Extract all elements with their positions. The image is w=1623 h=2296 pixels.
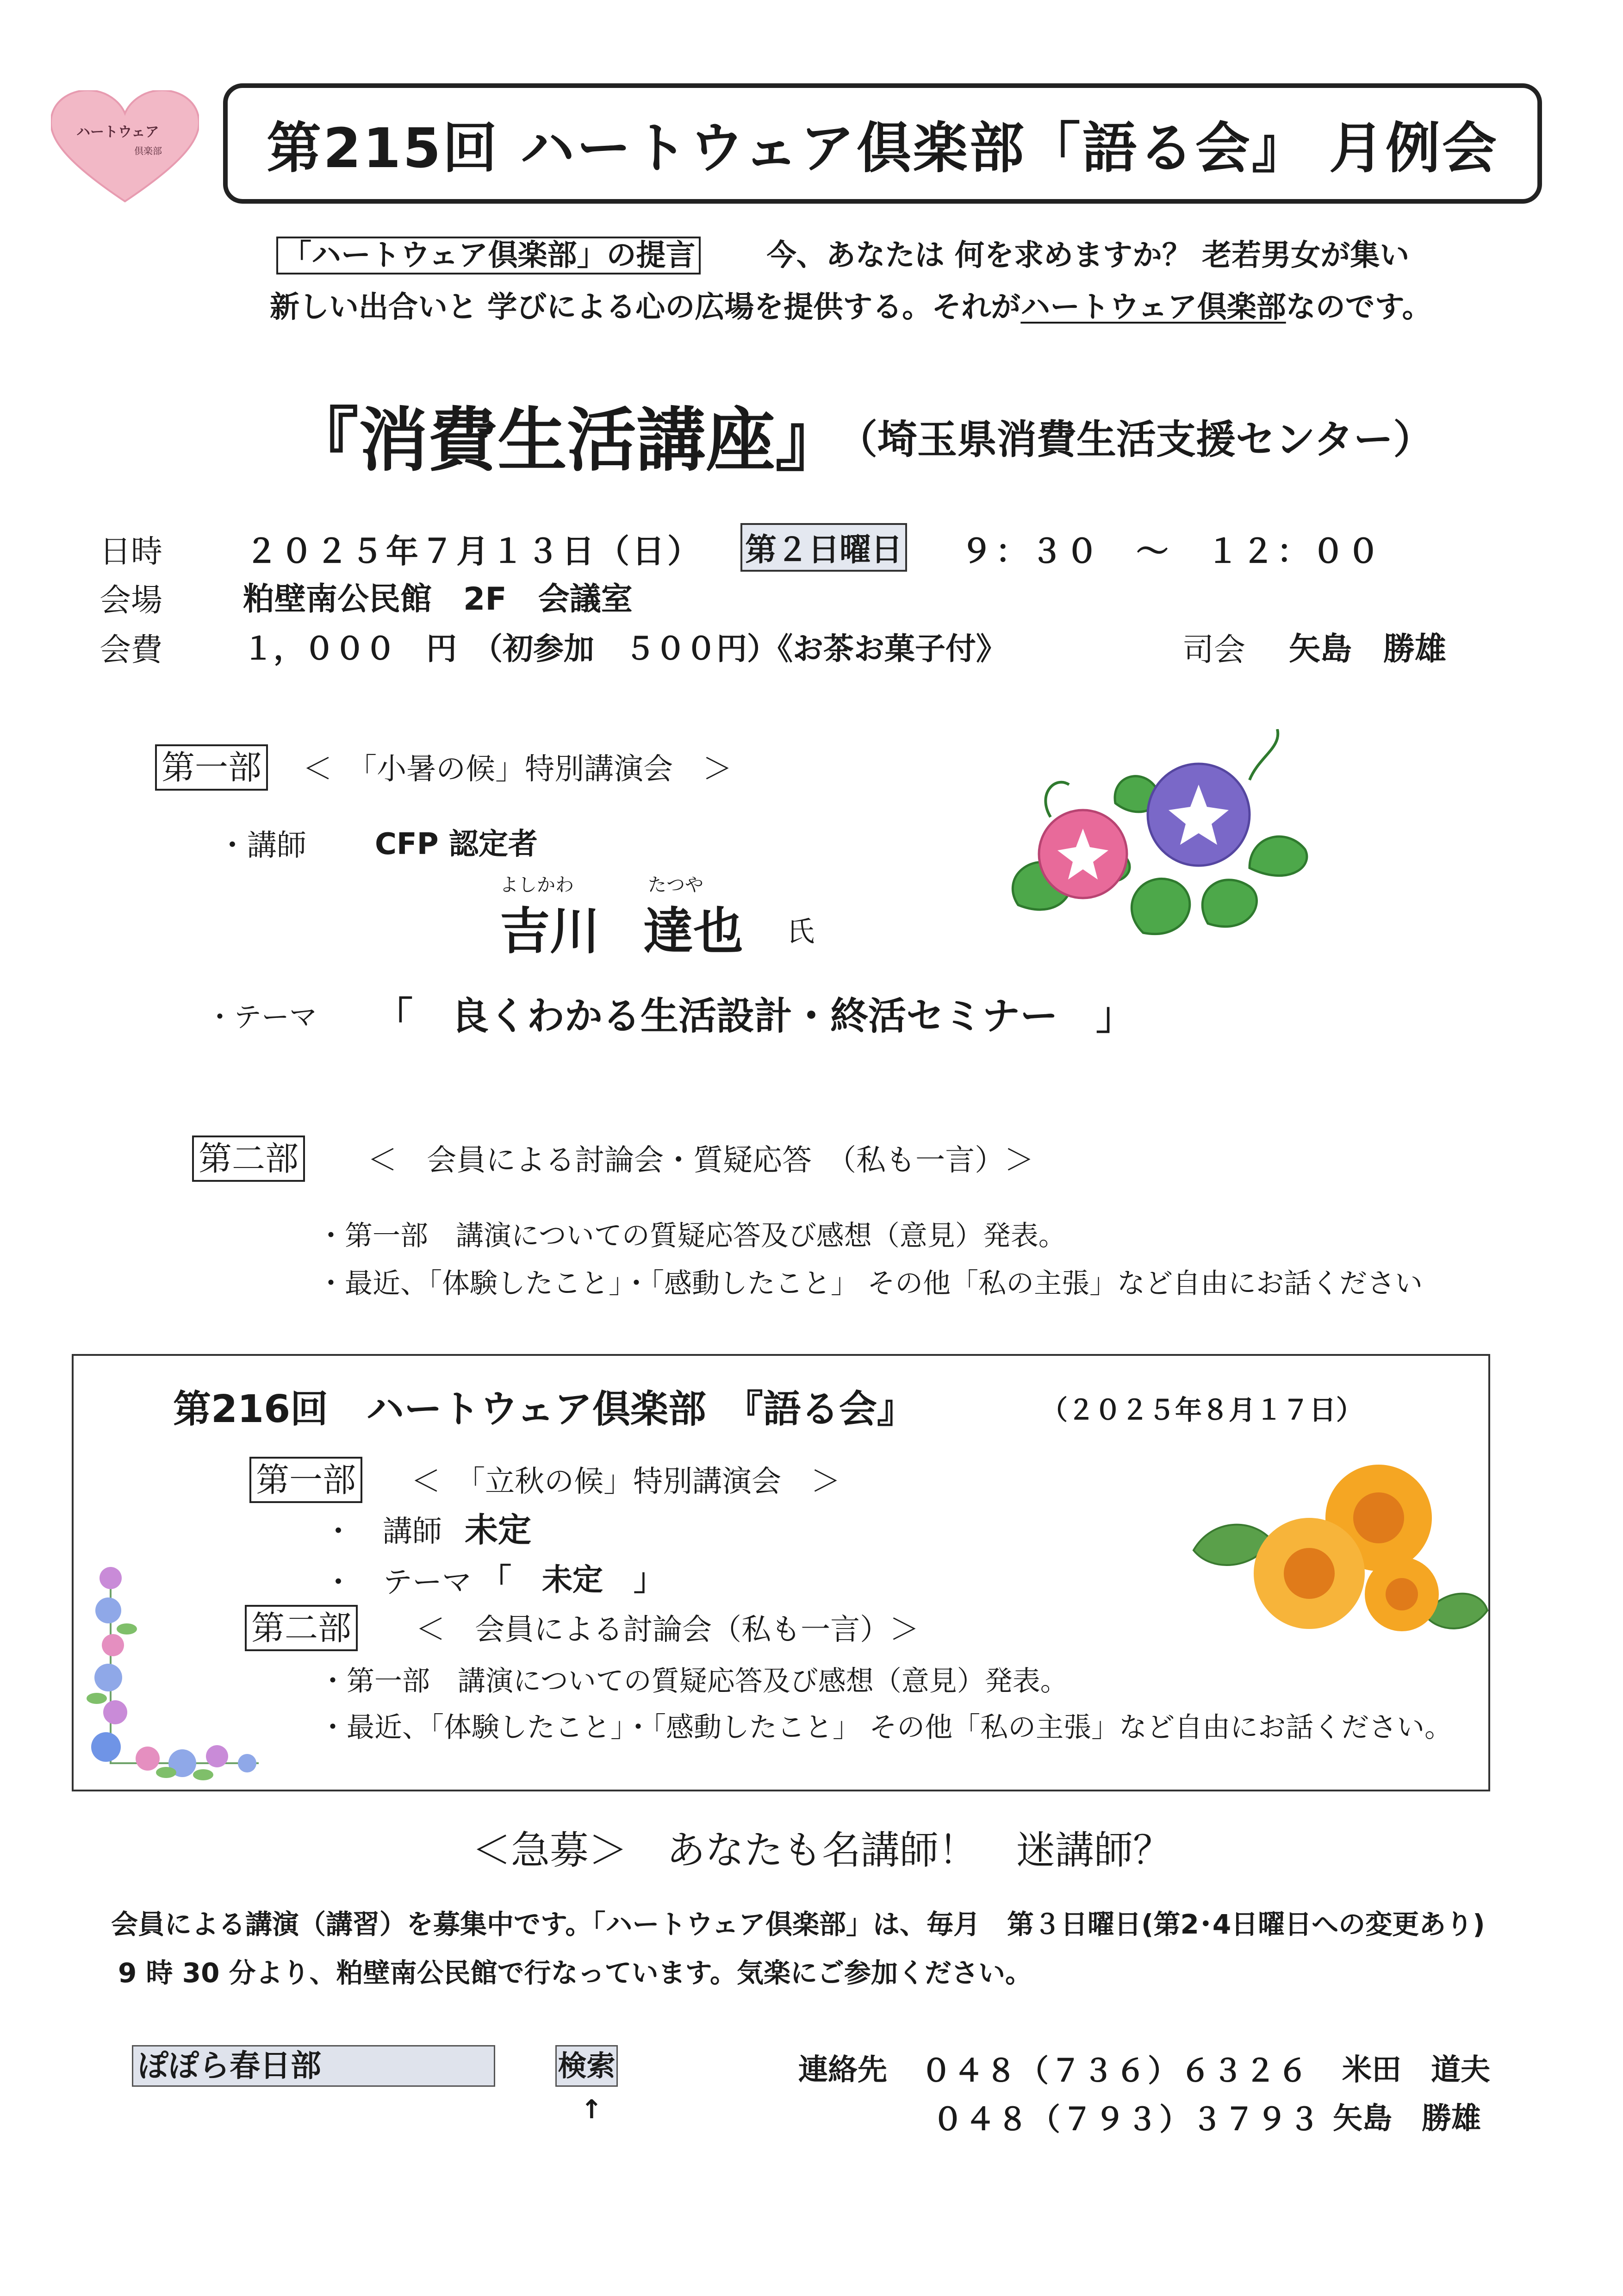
corner-flowers-illustration [83, 1560, 268, 1782]
logo-text: ハートウェア [76, 124, 159, 140]
lecture-organizer: （埼玉県消費生活支援センター） [838, 417, 1433, 463]
mc-label: 司会 [1182, 632, 1246, 668]
next-meeting-box [72, 1354, 1490, 1791]
corner-flowers [91, 1567, 256, 1777]
part1-title: ＜ 「小暑の候」特別講演会 ＞ [303, 752, 733, 786]
part2-tag: 第二部 [192, 1136, 305, 1182]
search-button[interactable]: 検索 [555, 2045, 618, 2087]
next-bullet-2: ・最近、「体験したこと」・「感動したこと」 その他「私の主張」など自由にお話ください。 [319, 1711, 1453, 1744]
recruit-heading: ＜急募＞ あなたも名講師！ 迷講師？ [472, 1828, 1172, 1873]
intro-line-1 [276, 231, 1409, 274]
fee-label: 会費 [99, 632, 163, 668]
lecturer-label: ・講師 [218, 829, 306, 863]
intro-question: 今、あなたは 何を求めますか？ 老若男女が集い [766, 238, 1410, 273]
part2-bullet-1: ・第一部 講演についての質疑応答及び感想（意見）発表。 [317, 1220, 1066, 1252]
next-part2-title: ＜ 会員による討論会（私も一言）＞ [416, 1613, 920, 1647]
part1-heading [155, 741, 732, 789]
date-tag: 第２日曜日 [740, 523, 907, 572]
heart-logo [51, 90, 199, 206]
next-bullet-1: ・第一部 講演についての質疑応答及び感想（意見）発表。 [319, 1665, 1068, 1697]
part2-bullet-2: ・最近、「体験したこと」・「感動したこと」 その他「私の主張」など自由にお話ください [317, 1267, 1423, 1300]
contact-name-1: 米田 道夫 [1342, 2053, 1490, 2087]
next-date: （２０２５年８月１７日） [1041, 1394, 1363, 1426]
logo-subtext: 倶楽部 [134, 145, 162, 156]
intro-line-2 [270, 283, 1432, 326]
venue-value: 粕壁南公民館 2F 会議室 [243, 581, 633, 618]
time-value: ９：３０ ～ １２：００ [960, 532, 1382, 570]
contact-label: 連絡先 [798, 2053, 887, 2087]
intro-tag: 「ハートウェア倶楽部」の提言 [276, 237, 701, 275]
part2-heading [192, 1132, 1034, 1180]
furigana-given: たつや [648, 874, 703, 896]
venue-label: 会場 [99, 582, 163, 619]
search-input[interactable]: ぽぽら春日部 [132, 2045, 495, 2087]
sunflower-illustration [1184, 1462, 1490, 1638]
contact-phone-2: ０４８（７９３）３７９３ [933, 2102, 1321, 2137]
next-part1-tag: 第一部 [249, 1457, 362, 1503]
furigana-family: よしかわ [500, 874, 574, 896]
part1-tag: 第一部 [155, 744, 268, 791]
arrow-up-icon: ↑ [581, 2095, 603, 2125]
theme-label: ・テーマ [206, 1001, 317, 1034]
intro-club-name: ハートウェア倶楽部 [1020, 290, 1286, 324]
heart-icon [51, 90, 199, 206]
lecturer-title: CFP 認定者 [375, 827, 538, 861]
mc-name: 矢島 勝雄 [1289, 631, 1447, 668]
lecturer-family-name: 吉川 [500, 903, 600, 961]
fee-value: １，０００ 円 （初参加 ５００円）《お茶お菓子付》 [243, 631, 1007, 667]
date-value: ２０２５年７月１３日（日） [245, 532, 703, 570]
next-part2-heading [245, 1601, 919, 1649]
recruit-line-2: 9 時 30 分より、粕壁南公民館で行なっています。気楽にご参加ください。 [118, 1957, 1032, 1989]
sunflower-small [1365, 1557, 1439, 1631]
intro-line2-post: なのです。 [1286, 290, 1432, 324]
lecture-title: 『消費生活講座』 [289, 399, 845, 481]
sunflower-medium [1254, 1518, 1365, 1629]
next-part1-heading [249, 1453, 840, 1501]
page-title: 第215回 ハートウェア倶楽部「語る会』 月例会 [223, 83, 1542, 204]
contact-name-2: 矢島 勝雄 [1333, 2102, 1481, 2136]
recruit-line-1: 会員による講演（講習）を募集中です。「ハートウェア倶楽部」は、毎月 第３日曜日(第2･4日曜日への変更あり) [111, 1909, 1485, 1940]
next-theme-value: 「 未定 」 [481, 1562, 664, 1597]
lecturer-given-name: 達也 [643, 903, 744, 961]
theme-value: 「 良くわかる生活設計・終活セミナー 」 [375, 994, 1134, 1038]
date-label: 日時 [99, 534, 163, 570]
pink-flower [1039, 810, 1127, 898]
next-lecturer-value: 未定 [465, 1510, 532, 1549]
morning-glory-illustration [990, 729, 1333, 947]
next-part1-title: ＜ 「立秋の候」特別講演会 ＞ [411, 1465, 841, 1499]
next-title: 第216回 ハートウェア倶楽部 『語る会』 [173, 1387, 915, 1431]
part2-title: ＜ 会員による討論会・質疑応答 （私も一言）＞ [367, 1143, 1034, 1178]
next-lecturer-label: ・ 講師 [323, 1515, 442, 1549]
contact-phone-1: ０４８（７３６）６３２６ [921, 2053, 1310, 2089]
next-part2-tag: 第二部 [245, 1605, 358, 1651]
next-theme-label: ・ テーマ [323, 1566, 472, 1600]
purple-flower [1148, 764, 1250, 866]
honorific: 氏 [787, 916, 815, 948]
intro-line2-pre: 新しい出合いと 学びによる心の広場を提供する。それが [270, 290, 1021, 324]
